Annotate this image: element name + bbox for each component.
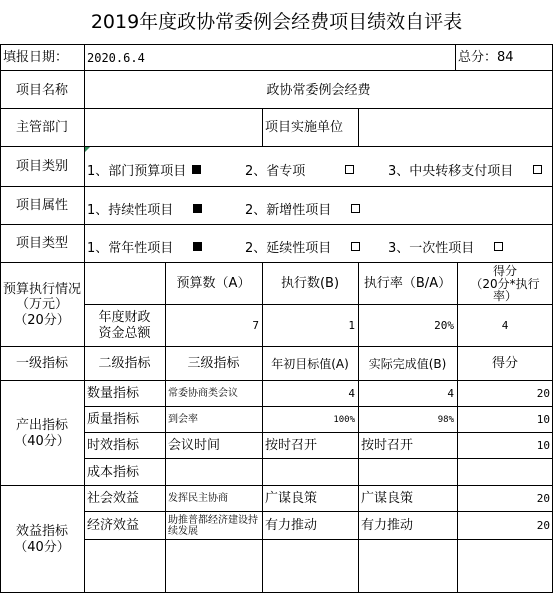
option-label: 1、常年性项目 bbox=[87, 241, 174, 256]
type-option-2[interactable] bbox=[245, 237, 360, 256]
output-actual: 4 bbox=[447, 387, 454, 401]
checkbox-unchecked-icon[interactable] bbox=[533, 165, 542, 174]
annual-fund-line2: 资金总额 bbox=[98, 326, 151, 341]
level3-header: 三级指标 bbox=[187, 356, 240, 372]
col-rate-header: 执行率（B/A） bbox=[363, 276, 452, 292]
type-option-1[interactable] bbox=[87, 237, 202, 256]
checkbox-unchecked-icon[interactable] bbox=[494, 242, 503, 251]
output-target: 100% bbox=[333, 414, 355, 425]
col-exec-header: 执行数(B) bbox=[280, 276, 340, 292]
output-actual: 98% bbox=[437, 414, 454, 425]
level2-header: 二级指标 bbox=[98, 356, 151, 372]
budget-label-line1: 预算执行情况 bbox=[2, 281, 81, 297]
checkbox-checked-icon[interactable] bbox=[192, 165, 201, 174]
benefit-level2: 经济效益 bbox=[87, 518, 140, 534]
output-indicator-label bbox=[0, 381, 84, 486]
type-option-3[interactable] bbox=[388, 237, 503, 256]
annual-fund-line1: 年度财政 bbox=[98, 310, 151, 326]
budget-section-label bbox=[0, 263, 84, 347]
score-header: 得分 bbox=[491, 356, 518, 372]
date-label: 填报日期： bbox=[3, 50, 69, 66]
output-actual bbox=[358, 459, 457, 486]
output-level3: 会议时间 bbox=[168, 438, 221, 454]
option-label: 3、一次性项目 bbox=[388, 241, 475, 256]
output-level3: 到会率 bbox=[168, 414, 198, 425]
target-header: 年初目标值(A) bbox=[271, 356, 349, 371]
budget-label-line2: （万元） bbox=[15, 297, 68, 313]
output-level3: 常委协商类会议 bbox=[168, 388, 238, 399]
attribute-option-1[interactable] bbox=[87, 199, 202, 218]
output-score: 10 bbox=[536, 413, 550, 427]
score-header-line2: （20分*执行 bbox=[470, 276, 540, 291]
annual-fund-label bbox=[84, 305, 165, 347]
attribute-label: 项目属性 bbox=[15, 198, 68, 214]
benefit-label-line1: 效益指标 bbox=[15, 523, 68, 539]
benefit-score: 20 bbox=[536, 519, 550, 533]
output-target bbox=[262, 459, 358, 486]
type-label: 项目类型 bbox=[15, 236, 68, 252]
benefit-target: 有力推动 bbox=[265, 518, 318, 534]
option-label: 2、新增性项目 bbox=[245, 203, 332, 218]
checkbox-unchecked-icon[interactable] bbox=[351, 204, 360, 213]
category-label: 项目类别 bbox=[15, 159, 68, 175]
rate-value: 20% bbox=[434, 319, 454, 333]
output-score: 10 bbox=[536, 439, 550, 453]
benefit-score: 20 bbox=[536, 492, 550, 506]
output-label-line2: （40分） bbox=[14, 433, 70, 449]
output-level3 bbox=[165, 459, 262, 486]
benefit-indicator-label bbox=[0, 486, 84, 593]
output-label-line1: 产出指标 bbox=[15, 417, 68, 433]
category-option-2[interactable] bbox=[245, 160, 354, 179]
budget-label-line3: （20分） bbox=[14, 312, 70, 328]
benefit-level3-line2: 续发展 bbox=[168, 526, 198, 537]
option-label: 1、持续性项目 bbox=[87, 203, 174, 218]
output-score: 20 bbox=[536, 387, 550, 401]
score-header-line3: 率） bbox=[492, 289, 517, 304]
actual-header: 实际完成值(B) bbox=[368, 356, 447, 371]
output-level2: 质量指标 bbox=[87, 412, 140, 428]
date-value: 2020.6.4 bbox=[87, 50, 145, 65]
benefit-label-line2: （40分） bbox=[14, 539, 70, 555]
budget-value: 7 bbox=[252, 319, 259, 333]
output-actual: 按时召开 bbox=[361, 438, 414, 454]
checkbox-unchecked-icon[interactable] bbox=[345, 165, 354, 174]
impl-unit-value bbox=[358, 109, 553, 147]
col-budget-header: 预算数（A） bbox=[176, 276, 251, 292]
benefit-level2: 社会效益 bbox=[87, 491, 140, 507]
score-header-line1: 得分 bbox=[492, 264, 517, 279]
project-name-value: 政协常委例会经费 bbox=[266, 83, 371, 99]
level1-header: 一级指标 bbox=[15, 356, 68, 372]
total-score: 总分：84 bbox=[458, 50, 514, 66]
impl-unit-label: 项目实施单位 bbox=[265, 120, 344, 136]
department-value bbox=[84, 109, 262, 147]
category-option-3[interactable] bbox=[388, 160, 542, 179]
benefit-actual: 有力推动 bbox=[361, 518, 414, 534]
output-score bbox=[457, 459, 553, 486]
category-option-1[interactable] bbox=[87, 160, 201, 179]
exec-value: 1 bbox=[348, 319, 355, 333]
output-level2: 数量指标 bbox=[87, 386, 140, 402]
option-label: 2、延续性项目 bbox=[245, 241, 332, 256]
option-label: 2、省专项 bbox=[245, 164, 306, 179]
department-label: 主管部门 bbox=[15, 120, 68, 136]
benefit-level3: 发挥民主协商 bbox=[168, 493, 228, 504]
option-label: 1、部门预算项目 bbox=[87, 164, 187, 179]
checkbox-unchecked-icon[interactable] bbox=[351, 242, 360, 251]
project-name-label: 项目名称 bbox=[15, 83, 68, 99]
output-level2: 时效指标 bbox=[87, 438, 140, 454]
score-value: 4 bbox=[501, 319, 509, 333]
benefit-actual: 广谋良策 bbox=[361, 491, 414, 507]
page-title: 2019年度政协常委例会经费项目绩效自评表 bbox=[90, 10, 463, 33]
col-score-header bbox=[457, 263, 553, 305]
output-level2: 成本指标 bbox=[87, 464, 140, 480]
output-target: 按时召开 bbox=[265, 438, 318, 454]
output-target: 4 bbox=[348, 387, 355, 401]
checkbox-checked-icon[interactable] bbox=[193, 204, 202, 213]
benefit-target: 广谋良策 bbox=[265, 491, 318, 507]
cell-corner-mark bbox=[85, 147, 90, 152]
attribute-option-2[interactable] bbox=[245, 199, 360, 218]
benefit-level3 bbox=[165, 512, 262, 540]
checkbox-checked-icon[interactable] bbox=[193, 242, 202, 251]
benefit-level3-line1: 助推普都经济建设持 bbox=[168, 515, 258, 526]
option-label: 3、中央转移支付项目 bbox=[388, 164, 514, 179]
